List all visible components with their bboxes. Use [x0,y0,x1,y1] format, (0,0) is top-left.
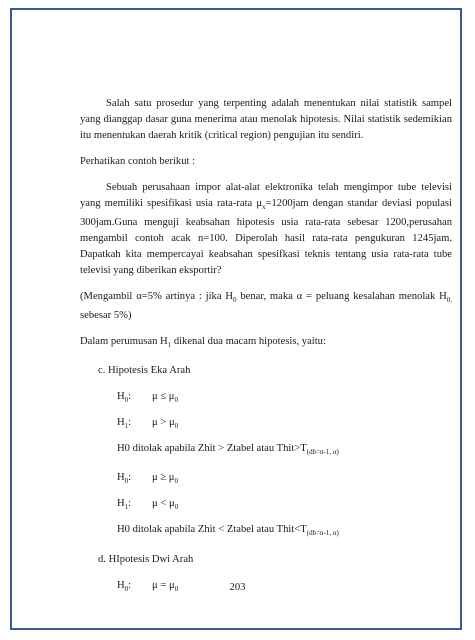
hypothesis-c-h1: $H_1$: $\mu > \mu_0$ [117,417,179,431]
hypothesis-c2-h1: $H_1$: $\mu < \mu_0$ [117,498,179,512]
list-item-c: c. Hipotesis Eka Arah [98,365,191,377]
paragraph-example-heading: Perhatikan contoh berikut : [80,156,196,167]
paragraph-h1-intro: Dalam perumusan $H_1$ dikenal dua macam hipotesis, yaitu: [80,336,326,350]
rejection-rule-c-left: H0 ditolak apabila Zhit < Ztabel atau $Thit<T_{(db=n-1, \alpha)}$ [117,524,339,538]
hypothesis-c2-h0: $H_0$: $\mu \ge \mu_0$ [117,472,178,486]
list-item-d: d. HIpotesis Dwi Arah [98,553,194,565]
paragraph-alpha-note: (Mengambil α=5% artinya : jika $H_0$ benar, maka α = peluang kesalahan menolak $H_{0,}$ sebesar 5%) [80,291,452,322]
document-body [80,96,452,594]
rejection-rule-c-right: H0 ditolak apabila Zhit > Ztabel atau $Thit>T_{(db=n-1, \alpha)}$ [117,443,339,457]
hypothesis-d-h0: $H_0$: $\mu = \mu_0$ [117,579,179,593]
paragraph-intro: Salah satu prosedur yang terpenting adalah menentukan nilai statistik sampel yang dianggap dasar guna menerima atau menolak hipotesis. Nilai statistik sedemikian itu menentukan daerah kritik (critical region) pengujian itu sendiri. [80,98,452,141]
page-number: 203 [229,582,246,593]
hypothesis-c-h0: $H_0$: $\mu \le \mu_0$ [117,391,178,405]
paragraph-example: Sebuah perusahaan impor alat-alat elektronika telah mengimpor tube televisi yang memiliki spesifikasi usia rata-rata $\mu_x=1200jam$ dengan standar deviasi populasi 300jam.Guna menguji keabsahan hipotesis usia rata-rata sebesar 1200,perusahan mengambil contoh acak n=100. Diperolah hasil rata-rata pengukuran 1245jam. Dapatkah kita mempercayai keabsahan spesifkasi teknis tentang usia rata-rata tube televisi yang diberikan eksportir? [80,182,452,277]
